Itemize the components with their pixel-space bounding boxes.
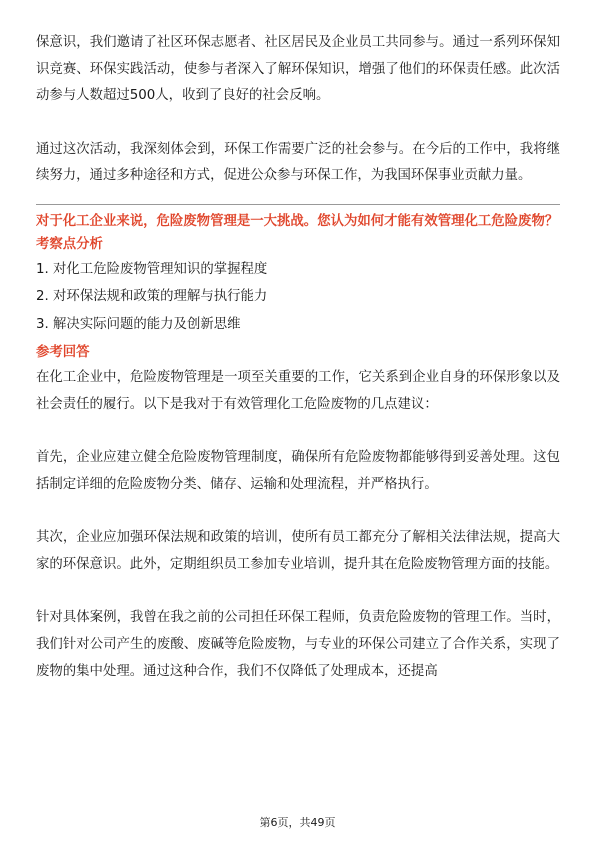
- document-body: [36, 30, 560, 685]
- analysis-heading: 考察点分析: [36, 236, 103, 252]
- answer-heading: 参考回答: [36, 345, 90, 360]
- analysis-point: 2. 对环保法规和政策的理解与执行能力: [36, 289, 268, 304]
- page-number: 第6页，共49页: [259, 816, 336, 829]
- answer-paragraph: 在化工企业中，危险废物管理是一项至关重要的工作，它关系到企业自身的环保形象以及社会责任的履行。以下是我对于有效管理化工危险废物的几点建议：: [36, 370, 560, 412]
- intro-paragraph: 通过这次活动，我深刻体会到，环保工作需要广泛的社会参与。在今后的工作中，我将继续努力，通过多种途径和方式，促进公众参与环保工作，为我国环保事业贡献力量。: [36, 141, 560, 183]
- spacer: [36, 418, 560, 444]
- spacer: [36, 498, 560, 524]
- answer-paragraph: 其次，企业应加强环保法规和政策的培训，使所有员工都充分了解相关法律法规，提高大家的环保意识。此外，定期组织员工参加专业培训，提升其在危险废物管理方面的技能。: [36, 530, 560, 572]
- answer-paragraph: 针对具体案例，我曾在我之前的公司担任环保工程师，负责危险废物的管理工作。当时，我们针对公司产生的废酸、废碱等危险废物，与专业的环保公司建立了合作关系，实现了废物的集中处理。通过这种合作，我们不仅降低了处理成本，还提高: [36, 610, 560, 679]
- question-text: 对于化工企业来说，危险废物管理是一大挑战。您认为如何才能有效管理化工危险废物？: [36, 213, 559, 229]
- analysis-point: 1. 对化工危险废物管理知识的掌握程度: [36, 261, 268, 277]
- intro-paragraph: 保意识，我们邀请了社区环保志愿者、社区居民及企业员工共同参与。通过一系列环保知识竞赛、环保实践活动，使参与者深入了解环保知识，增强了他们的环保责任感。此次活动参与人数超过500人，收到了良好的社会反响。: [36, 35, 560, 103]
- spacer: [36, 110, 560, 137]
- spacer: [36, 578, 560, 604]
- section-divider: [36, 204, 560, 205]
- answer-paragraph: 首先，企业应建立健全危险废物管理制度，确保所有危险废物都能够得到妥善处理。这包括制定详细的危险废物分类、储存、运输和处理流程，并严格执行。: [36, 450, 560, 492]
- analysis-point: 3. 解决实际问题的能力及创新思维: [36, 316, 241, 332]
